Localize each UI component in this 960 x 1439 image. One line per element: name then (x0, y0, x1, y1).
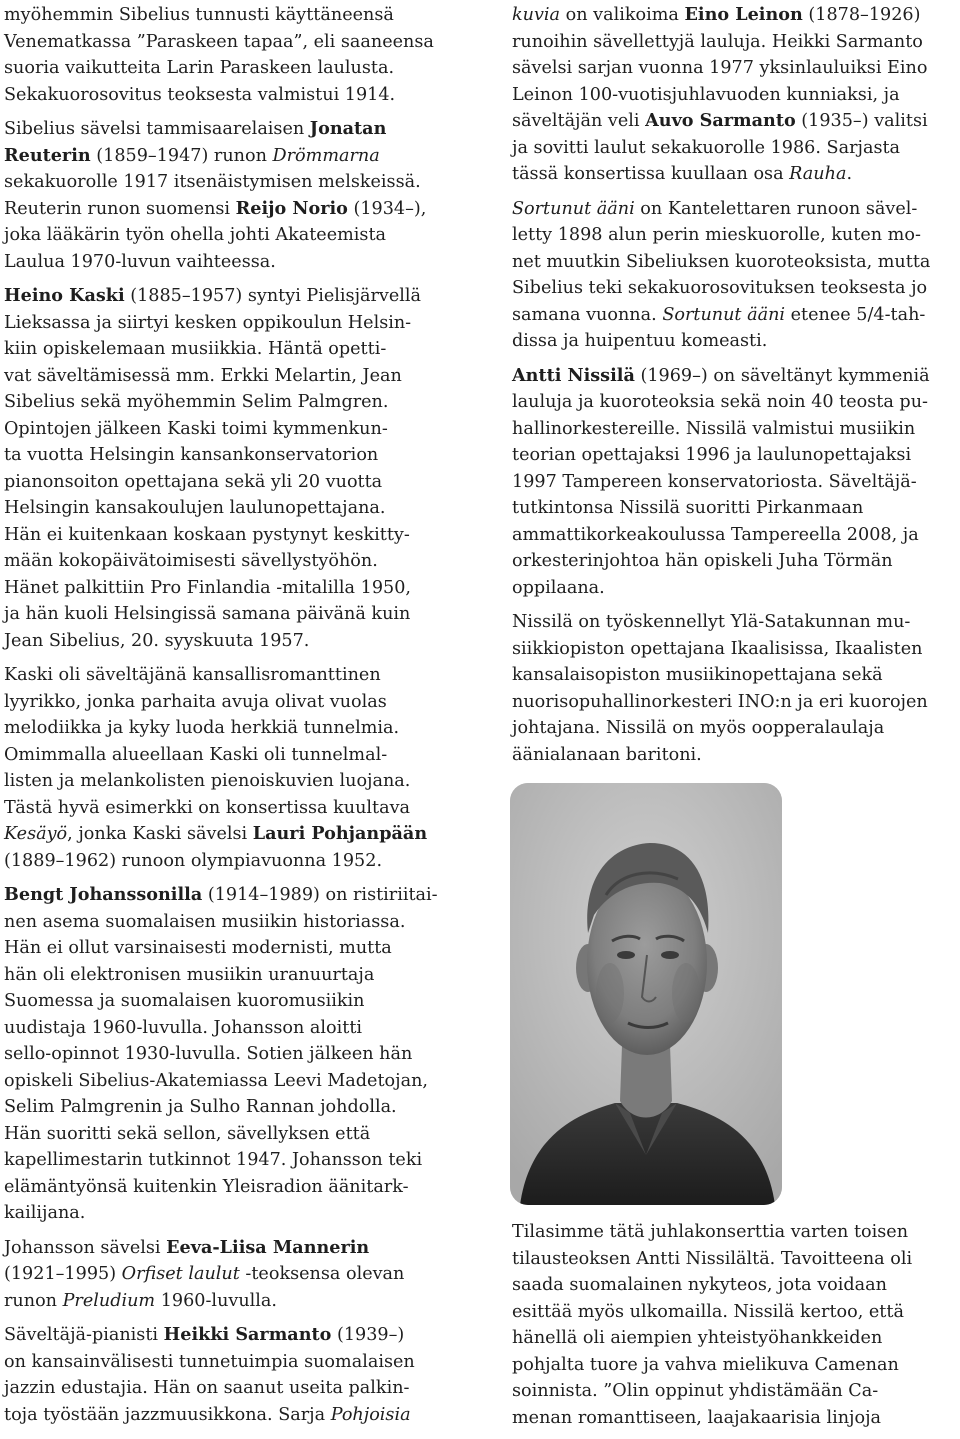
text-run: pohjalta tuore ja vahva mielikuva Camenan (512, 1354, 899, 1375)
text-run: ja hän kuoli Helsingissä samana päivänä kuin (4, 604, 411, 624)
text-line (512, 495, 958, 522)
text-run: -teoksensa olevan (239, 1264, 405, 1284)
text-line (512, 609, 958, 636)
text-run: Omimmalla alueellaan Kaski oli tunnelmal- (4, 744, 388, 765)
text-run: kailijana. (4, 1203, 86, 1223)
text-line (4, 1322, 456, 1349)
text-line (512, 1325, 958, 1352)
text-run: etenee 5/4-tah- (785, 304, 926, 325)
text-run: (1921–1995) (4, 1264, 122, 1284)
bold-name: Lauri Pohjanpään (252, 823, 428, 844)
text-run: Hän ei ollut varsinaisesti modernisti, mutta (4, 938, 392, 958)
text-run: sävelsi sarjan vuonna 1977 yksinlauluiksi Eino (512, 58, 928, 78)
text-run: Opintojen jälkeen Kaski toimi kymmenkun- (4, 418, 388, 439)
text-line (512, 1246, 958, 1273)
text-line (512, 108, 958, 135)
bold-name: Heikki Sarmanto (163, 1324, 332, 1345)
text-line (4, 416, 456, 443)
text-run: orkesterinjohtoa hän opiskeli Juha Törmän (512, 551, 893, 571)
text-run: mään kokopäivätoimisesti sävellystyöhön. (4, 551, 378, 571)
text-line (4, 2, 456, 29)
text-line (4, 389, 456, 416)
text-run: samana vuonna. (512, 304, 663, 325)
text-run: Hänet palkittiin Pro Finlandia -mitalilla 1950, (4, 577, 412, 598)
text-line (512, 469, 958, 496)
text-run: Lieksassa ja siirtyi kesken oppikoulun Helsin- (4, 312, 412, 333)
text-line (4, 495, 456, 522)
text-line (4, 1174, 456, 1201)
text-line (4, 116, 456, 143)
text-line (512, 662, 958, 689)
italic-title: Sortunut ääni (512, 198, 635, 219)
text-run: dissa ja huipentuu komeasti. (512, 331, 768, 351)
text-line (4, 469, 456, 496)
text-run: (1935–) valitsi (795, 111, 928, 131)
paragraph (512, 1219, 958, 1431)
text-line (4, 1015, 456, 1042)
text-line (4, 442, 456, 469)
text-run: (1969–) on säveltänyt kymmeniä (634, 365, 930, 386)
text-line (4, 821, 456, 848)
text-line (512, 1272, 958, 1299)
text-run: äänialanaan baritoni. (512, 744, 702, 765)
text-run: listen ja melankolisten pienoiskuvien luojana. (4, 771, 411, 791)
text-run: esittää myös ulkomailla. Nissilä kertoo, että (512, 1301, 904, 1322)
bold-name: Reuterin (4, 144, 91, 166)
text-run: sello-opinnot 1930-luvulla. Sotien jälkeen hän (4, 1044, 413, 1064)
text-line (4, 848, 456, 875)
text-run: joka lääkärin työn ohella johti Akateemista (4, 225, 387, 245)
paragraph (4, 2, 456, 108)
text-line (4, 1402, 456, 1429)
text-line (4, 222, 456, 249)
text-run: elämäntyönsä kuitenkin Yleisradion äänitark- (4, 1176, 409, 1197)
text-run: Säveltäjä-pianisti (4, 1325, 164, 1345)
text-run: Johansson sävelsi (4, 1237, 167, 1258)
text-run: (1939–) (331, 1325, 405, 1345)
text-run: (1859–1947) runon (90, 145, 273, 166)
text-line (4, 522, 456, 549)
text-run: (1885–1957) syntyi Pielisjärvellä (124, 286, 422, 306)
text-line (4, 742, 456, 769)
text-line (4, 196, 456, 223)
italic-title: Kesäyö (4, 824, 68, 844)
paragraph (4, 1322, 456, 1428)
text-line (512, 82, 958, 109)
text-run: Nissilä on työskennellyt Ylä-Satakunnan mu- (512, 612, 911, 632)
portrait-photo-image (510, 783, 782, 1205)
text-run: Reuterin runon suomensi (4, 198, 236, 219)
text-line (512, 1219, 958, 1246)
text-line (512, 1378, 958, 1405)
text-line (4, 575, 456, 602)
paragraph (512, 609, 958, 768)
text-run: runon (4, 1290, 63, 1311)
text-run: Tästä hyvä esimerkki on konsertissa kuultava (4, 797, 411, 818)
text-line (4, 1094, 456, 1121)
text-line (512, 442, 958, 469)
text-run: siikkiopiston opettajana Ikaalisissa, Ikaalisten (512, 638, 923, 659)
paragraph (4, 116, 456, 275)
text-run: uudistaja 1960-luvulla. Johansson aloitti (4, 1017, 363, 1038)
text-line (512, 636, 958, 663)
bold-name: Heino Kaski (4, 285, 125, 306)
text-run: suoria vaikutteita Larin Paraskeen laulusta. (4, 58, 395, 78)
text-run: toja työstään jazzmuusikkona. Sarja (4, 1404, 331, 1425)
bold-name: Eino Leinon (684, 4, 803, 25)
text-line (512, 548, 958, 575)
text-run: tilausteoksen Antti Nissilältä. Tavoitteena oli (512, 1248, 913, 1269)
text-line (4, 1375, 456, 1402)
text-line (4, 882, 456, 909)
paragraph (4, 882, 456, 1227)
bold-name: Bengt Johanssonilla (4, 884, 203, 905)
text-line (512, 1405, 958, 1432)
text-run: Tilasimme tätä juhlakonserttia varten toisen (512, 1222, 909, 1242)
text-run: pianonsoiton opettajana sekä yli 20 vuotta (4, 471, 383, 492)
paragraph (4, 1235, 456, 1315)
bold-name: Antti Nissilä (512, 364, 635, 386)
text-line (512, 389, 958, 416)
text-line (4, 768, 456, 795)
text-run: soinnista. ”Olin oppinut yhdistämään Ca- (512, 1381, 879, 1401)
portrait-photo (510, 783, 782, 1205)
text-line (4, 1147, 456, 1174)
text-run: kansalaisopiston musiikinopettajana sekä (512, 665, 883, 685)
text-run: on kansainvälisesti tunnetuimpia suomalaisen (4, 1351, 415, 1372)
text-line (4, 628, 456, 655)
text-line (4, 1235, 456, 1262)
text-line (4, 143, 456, 170)
bold-name: Jonatan (309, 118, 387, 139)
text-run: net muutkin Sibeliuksen kuoroteoksista, mutta (512, 251, 931, 272)
text-run: sekakuorolle 1917 itsenäistymisen melskeissä. (4, 172, 421, 192)
text-run: 1997 Tampereen konservatoriosta. Säveltäjä- (512, 471, 917, 492)
text-line (4, 283, 456, 310)
text-run: nen asema suomalaisen musiikin historiassa. (4, 911, 406, 932)
text-line (512, 302, 958, 329)
text-line (4, 363, 456, 390)
text-run: Helsingin kansakoulujen laulunopettajana. (4, 498, 386, 518)
text-run: kiin opiskelemaan musiikkia. Häntä opetti- (4, 339, 387, 359)
text-run: lyyrikko, jonka parhaita avuja olivat vuolas (4, 691, 387, 712)
text-line (512, 416, 958, 443)
italic-title: Rauha (789, 164, 847, 184)
text-line (512, 249, 958, 276)
text-line (4, 909, 456, 936)
text-run: opiskeli Sibelius-Akatemiassa Leevi Madetojan, (4, 1070, 428, 1091)
text-run: saada suomalainen nykyteos, jota voidaan (512, 1275, 887, 1295)
text-run: hallinorkestereille. Nissilä valmistui musiikin (512, 418, 916, 439)
text-line (512, 222, 958, 249)
text-line (4, 795, 456, 822)
text-run: , jonka Kaski sävelsi (67, 824, 253, 844)
text-run: Hän suoritti sekä sellon, sävellyksen että (4, 1123, 371, 1144)
italic-title: Pohjoisia (330, 1404, 411, 1425)
text-line (512, 29, 958, 56)
paragraph (4, 283, 456, 654)
text-line (4, 249, 456, 276)
text-run: melodiikka ja kyky luoda herkkiä tunnelmia. (4, 718, 400, 738)
right-lower-text-column (512, 1219, 958, 1439)
text-line (4, 935, 456, 962)
text-run: ammattikorkeakoulussa Tampereella 2008, ja (512, 524, 919, 545)
text-line (4, 55, 456, 82)
text-run: hänellä oli aiempien yhteistyöhankkeiden (512, 1328, 883, 1348)
text-line (4, 601, 456, 628)
text-run: ja sovitti laulut sekakuorolle 1986. Sarjasta (512, 137, 901, 158)
text-run: . (846, 164, 853, 184)
paragraph (512, 196, 958, 355)
text-run: säveltäjän veli (512, 111, 646, 131)
text-line (4, 169, 456, 196)
text-line (512, 1352, 958, 1379)
text-run: letty 1898 alun perin mieskuorolle, kuten mo- (512, 225, 921, 245)
text-line (512, 196, 958, 223)
italic-title: Preludium (62, 1290, 156, 1311)
text-line (4, 1261, 456, 1288)
text-line (512, 715, 958, 742)
italic-title: Sortunut ääni (662, 304, 786, 325)
text-run: vat säveltämisessä mm. Erkki Melartin, Jean (4, 365, 402, 386)
text-run: jazzin edustajia. Hän on saanut useita palkin- (4, 1378, 410, 1398)
text-run: on Kantelettaren runoon sävel- (634, 198, 918, 219)
text-line (4, 1200, 456, 1227)
text-run: tässä konsertissa kuullaan osa (512, 164, 790, 184)
text-run: Suomessa ja suomalaisen kuoromusiikin (4, 991, 365, 1011)
text-line (4, 336, 456, 363)
text-run: Laulua 1970-luvun vaihteessa. (4, 251, 276, 272)
text-run: Jean Sibelius, 20. syyskuuta 1957. (4, 630, 310, 651)
text-line (4, 548, 456, 575)
text-run: (1934–), (347, 198, 427, 219)
paragraph (4, 662, 456, 874)
text-line (4, 82, 456, 109)
text-run: Hän ei kuitenkaan koskaan pystynyt keskitty- (4, 524, 410, 545)
text-line (4, 988, 456, 1015)
text-run: Sekakuorosovitus teoksesta valmistui 1914. (4, 84, 396, 105)
text-line (512, 328, 958, 355)
text-run: nuorisopuhallinorkesteri INO:n ja eri kuorojen (512, 691, 928, 712)
text-line (512, 55, 958, 82)
text-run: Selim Palmgrenin ja Sulho Rannan johdolla. (4, 1097, 397, 1117)
text-line (512, 522, 958, 549)
bold-name: Reijo Norio (235, 197, 348, 219)
text-run: Kaski oli säveltäjänä kansallisromanttinen (4, 665, 381, 685)
text-line (4, 962, 456, 989)
text-line (512, 575, 958, 602)
left-text-column (4, 2, 456, 1436)
text-run: (1914–1989) on ristiriitai- (202, 885, 438, 905)
italic-title: kuvia (512, 5, 561, 25)
text-run: oppilaana. (512, 577, 605, 598)
bold-name: Eeva-Liisa Mannerin (166, 1236, 370, 1258)
text-line (4, 1121, 456, 1148)
text-line (4, 1068, 456, 1095)
text-line (512, 1299, 958, 1326)
text-line (4, 1349, 456, 1376)
text-run: hän oli elektronisen musiikin uranuurtaja (4, 964, 375, 985)
text-run: (1878–1926) (802, 5, 921, 25)
text-run: lauluja ja kuoroteoksia sekä noin 40 teosta pu- (512, 392, 928, 412)
italic-title: Drömmarna (272, 145, 380, 166)
text-line (512, 689, 958, 716)
text-run: Leinon 100-vuotisjuhlavuoden kunniaksi, ja (512, 84, 900, 105)
text-line (4, 689, 456, 716)
text-run: Sibelius sekä myöhemmin Selim Palmgren. (4, 392, 389, 412)
text-run: myöhemmin Sibelius tunnusti käyttäneensä (4, 5, 394, 25)
text-run: Venematkassa ”Paraskeen tapaa”, eli saaneensa (4, 31, 434, 52)
text-line (4, 1288, 456, 1315)
text-line (512, 742, 958, 769)
text-run: 1960-luvulla. (155, 1290, 278, 1311)
paragraph (512, 363, 958, 602)
text-run: runoihin sävellettyjä lauluja. Heikki Sarmanto (512, 31, 923, 52)
text-run: Sibelius teki sekakuorosovituksen teoksesta jo (512, 278, 928, 298)
text-run: menan romanttiseen, laajakaarisia linjoja (512, 1407, 882, 1428)
text-line (512, 2, 958, 29)
text-run: Sibelius sävelsi tammisaarelaisen (4, 119, 310, 139)
paragraph (512, 2, 958, 188)
text-line (4, 662, 456, 689)
text-line (4, 1041, 456, 1068)
text-line (4, 715, 456, 742)
text-run: on valikoima (560, 5, 685, 25)
text-line (512, 161, 958, 188)
right-text-column (512, 2, 958, 776)
text-run: ta vuotta Helsingin kansankonservatorion (4, 445, 379, 465)
text-run: tutkintonsa Nissilä suoritti Pirkanmaan (512, 498, 864, 518)
text-line (512, 363, 958, 390)
text-run: kapellimestarin tutkinnot 1947. Johansson teki (4, 1150, 423, 1170)
text-line (4, 29, 456, 56)
bold-name: Auvo Sarmanto (645, 110, 796, 131)
italic-title: Orfiset laulut (121, 1264, 240, 1284)
text-line (4, 310, 456, 337)
text-run: johtajana. Nissilä on myös oopperalaulaja (512, 718, 885, 738)
text-line (512, 135, 958, 162)
text-run: (1889–1962) runoon olympiavuonna 1952. (4, 850, 383, 871)
text-run: teorian opettajaksi 1996 ja laulunopettajaksi (512, 445, 912, 465)
text-line (512, 275, 958, 302)
